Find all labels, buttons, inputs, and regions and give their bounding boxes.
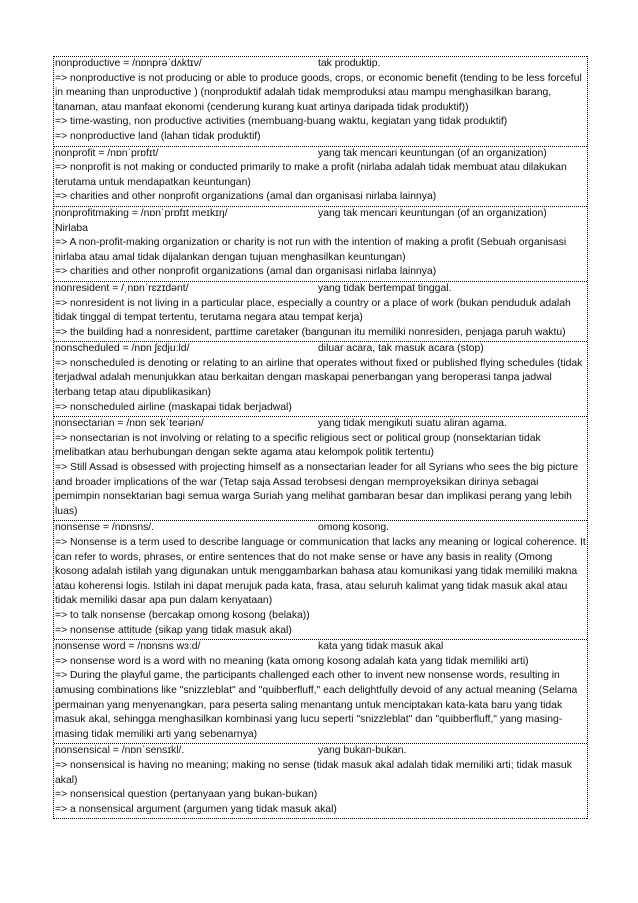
entry-line: => Nonsense is a term used to describe language or communication that lacks any meaning or logical coherence. It can refer to words, phrases, or entire sentences that do not make sense or have any basis in reality (Omong kosong adalah istilah yang digunakan untuk menggambarkan bahasa atau komunikasi yang tidak memiliki makna atau koherensi logis. Istilah ini dapat merujuk pada kata, frasa, atau seluruh kalimat yang tidak masuk akal atau tidak memiliki dasar apa pun dalam kenyataan) (55, 537, 586, 607)
entry-line: => Still Assad is obsessed with projecting himself as a nonsectarian leader for all Syrians who sees the big picture and broader implications of the war (Tetap saja Assad terobsesi dengan memproyeksikan dirinya sebagai pemimpin nonsektarian bagi semua warga Suriah yang melihat gambaran besar dan implikasi perang yang lebih luas) (55, 462, 579, 517)
entry-meaning: yang tidak mengikuti suatu aliran agama. (318, 418, 507, 430)
entry-line: => nonproductive land (lahan tidak produktif) (55, 130, 261, 142)
entry-line: => nonsectarian is not involving or relating to a specific religious sect or political group (nonsektarian tidak melibatkan atau berhubungan dengan sekte agama atau kelompok politik tertentu) (55, 432, 541, 459)
entry-line: => nonscheduled is denoting or relating to an airline that operates without fixed or published flying schedules (tidak terjadwal adalah menunjukkan atau berkaitan dengan maskapai penerbangan yang beroperasi tanpa jadwal terbang tetap atau dipublikasikan) (55, 357, 583, 399)
entry-line: => nonsensical question (pertanyaan yang bukan-bukan) (55, 789, 318, 801)
entry (54, 56, 587, 146)
entry-headword (55, 282, 586, 297)
entry-line: => During the playful game, the participants challenged each other to invent new nonsense words, resulting in amusing combinations like "snizzleblat" and "quibberfluff," each delightfully devoid of any actual meaning (Selama permainan yang menyenangkan, para peserta saling menantang untuk menciptakan kata-kata baru yang tidak masuk akal, sehingga menghasilkan kombinasi yang lucu seperti "snizzleblat" dan "quibberfluff," yang masing-masing tidak memiliki arti yang sebenarnya) (55, 670, 578, 740)
entry (54, 146, 587, 206)
entry-headword (55, 744, 586, 759)
entry-meaning: kata yang tidak masuk akal (318, 641, 444, 653)
entry-term: nonproductive = /nɒnprəˈdʌktɪv/ (55, 58, 202, 69)
entry-line: => to talk nonsense (bercakap omong kosong (belaka)) (55, 609, 310, 621)
entry (54, 520, 587, 639)
entry-headword (55, 207, 586, 222)
entry-term: nonresident = /ˌnɒnˈrɛzɪdənt/ (55, 282, 189, 294)
entry-meaning: omong kosong. (318, 522, 390, 534)
entry-headword (55, 640, 586, 655)
entry (54, 281, 587, 341)
entry-term: nonprofit = /nɒnˈprɒfɪt/ (55, 147, 159, 159)
entry-line: => a nonsensical argument (argumen yang tidak masuk akal) (55, 803, 337, 815)
entry-term: nonsensical = /nɒnˈsensɪkl/. (55, 745, 185, 757)
entry-headword (55, 417, 586, 432)
entry-term: nonsectarian = /nɒn sekˈteəriən/ (55, 418, 204, 430)
entry-headword (55, 521, 586, 536)
entry-line: => nonscheduled airline (maskapai tidak berjadwal) (55, 401, 292, 413)
dictionary-document (53, 56, 588, 819)
entry-line: Nirlaba (55, 222, 88, 234)
entry-meaning: yang tak mencari keuntungan (of an organization) (318, 147, 547, 159)
entry-headword (55, 57, 586, 72)
entry-headword (55, 147, 586, 162)
entry (54, 743, 587, 819)
entry-line: => charities and other nonprofit organizations (amal dan organisasi nirlaba lainnya) (55, 266, 437, 278)
entry-meaning: diluar acara, tak masuk acara (stop) (318, 343, 484, 355)
entry-term: nonprofitmaking = /nɒnˈprɒfɪt meɪkɪŋ/ (55, 207, 228, 219)
entry-line: => nonresident is not living in a particular place, especially a country or a place of work (bukan penduduk adalah tidak tinggal di tempat tertentu, terutama negara atau tempat kerja) (55, 297, 571, 324)
entry-term: nonsense = /nɒnsns/. (55, 522, 155, 534)
entry (54, 416, 587, 520)
entry-line: => the building had a nonresident, parttime caretaker (bangunan itu memiliki nonresiden, penjaga paruh waktu) (55, 326, 566, 338)
entry-meaning: yang bukan-bukan. (318, 745, 407, 757)
entry-meaning: yang tidak bertempat tinggal. (318, 282, 452, 294)
entry (54, 341, 587, 416)
entry-line: => nonsense attitude (sikap yang tidak masuk akal) (55, 624, 292, 636)
entry-meaning: tak produktip. (318, 58, 381, 69)
entry-line: => A non-profit-making organization or charity is not run with the intention of making a profit (Sebuah organisasi nirlaba atau amal tidak dijalankan dengan tujuan menghasilkan keuntungan) (55, 237, 567, 263)
entry (54, 206, 587, 281)
entry-term: nonsense word = /nɒnsns wɜːd/ (55, 641, 201, 653)
entry-line: => nonproductive is not producing or able to produce goods, crops, or economic benefit (tending to be less forceful in meaning than unproductive ) (nonproduktif adalah tidak memproduksi atau mampu menghasilkan barang, tanaman, atau manfaat ekonomi (cenderung kurang kuat artinya daripada tidak produktif)) (55, 72, 582, 113)
entry-line: => nonsense word is a word with no meaning (kata omong kosong adalah kata yang tidak memiliki arti) (55, 655, 529, 667)
entry-line: => nonsensical is having no meaning; making no sense (tidak masuk akal adalah tidak memiliki arti; tidak masuk akal) (55, 759, 572, 786)
entry-headword (55, 342, 586, 357)
entry (54, 639, 587, 743)
entry-meaning: yang tak mencari keuntungan (of an organization) (318, 207, 547, 219)
entry-term: nonscheduled = /nɒn ʃɛdjuːld/ (55, 343, 190, 355)
entry-line: => time-wasting, non productive activities (membuang-buang waktu, kegiatan yang tidak produktif) (55, 116, 508, 128)
entry-line: => charities and other nonprofit organizations (amal dan organisasi nirlaba lainnya) (55, 191, 437, 203)
entry-line: => nonprofit is not making or conducted primarily to make a profit (nirlaba adalah tidak membuat atau dilakukan terutama untuk mendapatkan keuntungan) (55, 162, 567, 188)
